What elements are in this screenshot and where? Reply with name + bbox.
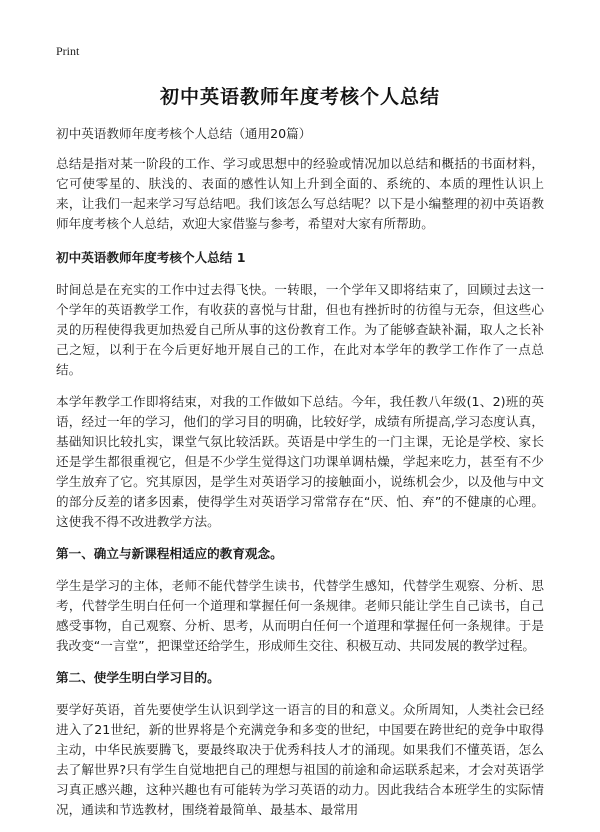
heading-second-point: 第二、使学生明白学习目的。	[56, 670, 220, 685]
section-heading-1: 初中英语教师年度考核个人总结 1	[56, 250, 246, 265]
document-subtitle: 初中英语教师年度考核个人总结（通用20篇）	[56, 126, 312, 141]
paragraph-3: 学生是学习的主体，老师不能代替学生读书，代替学生感知，代替学生观察、分析、思考，代替学生明白任何一个道理和掌握任何一条规律。老师只能让学生自己读书，自己感受事物，自己观察、分析、思考，从而明白任何一个道理和掌握任何一条规律。于是我改变“一言堂”，把课堂还给学生，形成师生交往、积极互动、共同发展的教学过程。	[56, 578, 544, 653]
print-link[interactable]: Print	[56, 44, 80, 58]
intro-paragraph: 总结是指对某一阶段的工作、学习或思想中的经验或情况加以总结和概括的书面材料，它可使零星的、肤浅的、表面的感性认知上升到全面的、系统的、本质的理性认识上来，让我们一起来学习写总结吧。我们该怎么写总结呢？以下是小编整理的初中英语教师年度考核个人总结，欢迎大家借鉴与参考，希望对大家有所帮助。	[56, 156, 544, 231]
heading-first-point: 第一、确立与新课程相适应的教育观念。	[56, 546, 283, 561]
document-body	[56, 124, 544, 832]
paragraph-4: 要学好英语，首先要使学生认识到学这一语言的目的和意义。众所周知，人类社会已经进入了21世纪，新的世界将是个充满竞争和多变的世纪，中国要在跨世纪的竞争中取得主动，中华民族要腾飞，要最终取决于优秀科技人才的涌现。如果我们不懂英语，怎么去了解世界?只有学生自觉地把自己的理想与祖国的前途和命运联系起来，才会对英语学习真正感兴趣，这种兴趣也有可能转为学习英语的动力。因此我结合本班学生的实际情况，通读和节选教材，围绕着最简单、最基本、最常用	[56, 702, 544, 817]
paragraph-2: 本学年教学工作即将结束，对我的工作做如下总结。今年，我任教八年级(1、2)班的英语，经过一年的学习，他们的学习目的明确，比较好学，成绩有所提高,学习态度认真，基础知识比较扎实，课堂气氛比较活跃。英语是中学生的一门主课，无论是学校、家长还是学生都很重视它，但是不少学生觉得这门功课单调枯燥，学起来吃力，甚至有不少学生放弃了它。究其原因，是学生对英语学习的接触面小，说练机会少，以及他与中文的部分反差的诸多因素，使得学生对英语学习常常存在“厌、怕、弃”的不健康的心理。这使我不得不改进教学方法。	[56, 394, 544, 529]
paragraph-1: 时间总是在充实的工作中过去得飞快。一转眼，一个学年又即将结束了，回顾过去这一个学年的英语教学工作，有收获的喜悦与甘甜，但也有挫折时的彷徨与无奈，但这些心灵的历程使得我更加热爱自己所从事的这份教育工作。为了能够查缺补漏，取人之长补己之短，以利于在今后更好地开展自己的工作，在此对本学年的教学工作作了一点总结。	[56, 282, 544, 377]
document-title: 初中英语教师年度考核个人总结	[159, 86, 440, 108]
